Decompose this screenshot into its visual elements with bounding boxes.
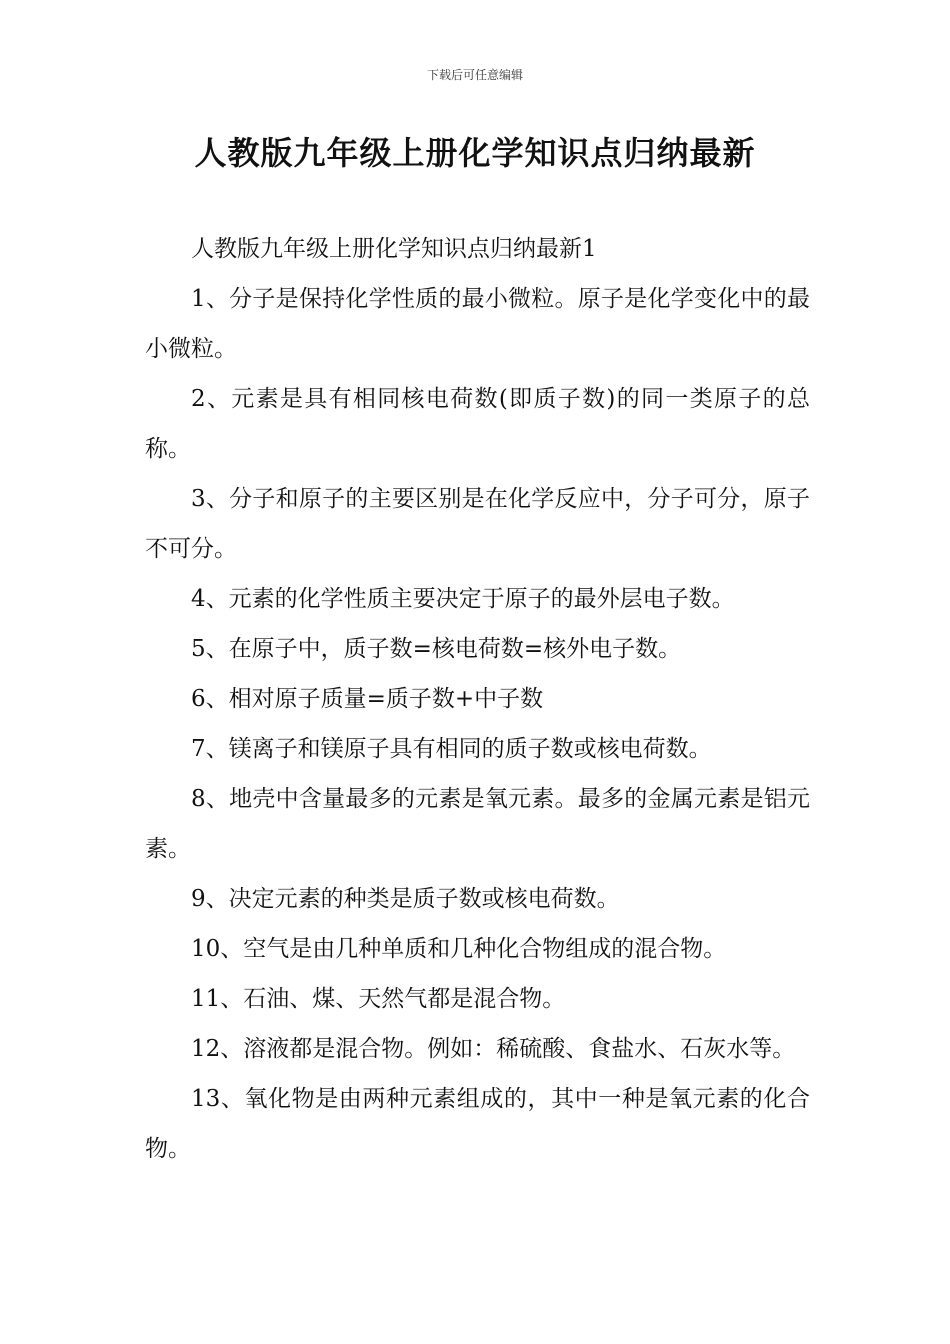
paragraph-item: 8、地壳中含量最多的元素是氧元素。最多的金属元素是铝元素。 xyxy=(145,786,810,862)
paragraph-item: 3、分子和原子的主要区别是在化学反应中，分子可分，原子不可分。 xyxy=(145,486,810,562)
paragraph-item: 12、溶液都是混合物。例如：稀硫酸、食盐水、石灰水等。 xyxy=(191,1036,796,1062)
paragraph-item: 7、镁离子和镁原子具有相同的质子数或核电荷数。 xyxy=(191,736,712,762)
document-body xyxy=(145,224,810,1174)
paragraph-item: 9、决定元素的种类是质子数或核电荷数。 xyxy=(191,886,620,912)
document-title: 人教版九年级上册化学知识点归纳最新 xyxy=(194,134,756,172)
paragraph-subtitle: 人教版九年级上册化学知识点归纳最新1 xyxy=(191,236,597,262)
paragraph-item: 11、石油、煤、天然气都是混合物。 xyxy=(191,986,566,1012)
paragraph-item: 5、在原子中，质子数=核电荷数=核外电子数。 xyxy=(191,636,682,662)
paragraph-item: 1、分子是保持化学性质的最小微粒。原子是化学变化中的最小微粒。 xyxy=(145,286,810,362)
header-note: 下载后可任意编辑 xyxy=(426,68,523,82)
paragraph-item: 4、元素的化学性质主要决定于原子的最外层电子数。 xyxy=(191,586,735,612)
paragraph-item: 2、元素是具有相同核电荷数(即质子数)的同一类原子的总称。 xyxy=(145,386,810,462)
paragraph-item: 10、空气是由几种单质和几种化合物组成的混合物。 xyxy=(191,936,727,962)
paragraph-item: 6、相对原子质量=质子数+中子数 xyxy=(191,686,544,712)
paragraph-item: 13、氧化物是由两种元素组成的，其中一种是氧元素的化合物。 xyxy=(145,1086,810,1162)
